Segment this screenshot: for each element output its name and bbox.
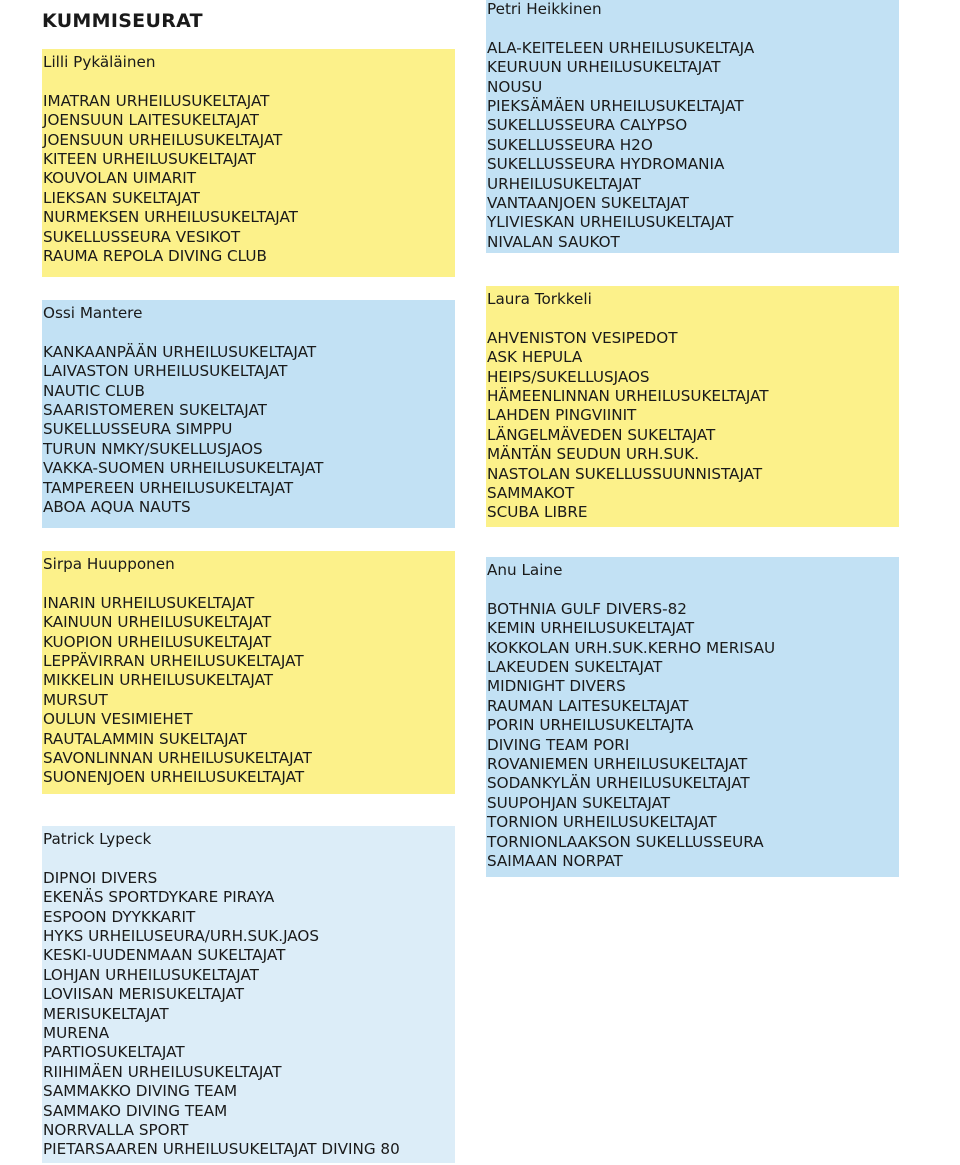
club-item: MÄNTÄN SEUDUN URH.SUK. [487,445,700,464]
group-box [486,286,899,527]
club-item: KEURUUN URHEILUSUKELTAJAT [487,58,721,77]
club-item: SAARISTOMEREN SUKELTAJAT [43,401,267,420]
contact-name: Patrick Lypeck [43,830,152,848]
club-item: JOENSUUN LAITESUKELTAJAT [43,111,259,130]
club-list [43,343,455,518]
club-item: KOUVOLAN UIMARIT [43,169,197,188]
club-item: PARTIOSUKELTAJAT [43,1043,185,1062]
club-item: SAMMAKKO DIVING TEAM [43,1082,238,1101]
club-item: ASK HEPULA [487,348,583,367]
club-item: SAMMAKOT [487,484,575,503]
club-item: PORIN URHEILUSUKELTAJTA [487,716,694,735]
club-item: YLIVIESKAN URHEILUSUKELTAJAT [487,213,734,232]
club-item: HÄMEENLINNAN URHEILUSUKELTAJAT [487,387,769,406]
club-item: LOHJAN URHEILUSUKELTAJAT [43,965,259,984]
group-box [486,557,899,877]
club-item: SODANKYLÄN URHEILUSUKELTAJAT [487,774,750,793]
club-item: KESKI-UUDENMAAN SUKELTAJAT [43,946,286,965]
club-list [43,594,455,788]
club-item: EKENÄS SPORTDYKARE PIRAYA [43,888,275,907]
club-item: NOUSU [487,77,543,96]
contact-name: Ossi Mantere [43,304,143,322]
club-item: LÄNGELMÄVEDEN SUKELTAJAT [487,425,716,444]
club-item: SUKELLUSSEURA HYDROMANIA [487,155,725,174]
page-title: KUMMISEURAT [42,10,203,32]
club-item: PIEKSÄMÄEN URHEILUSUKELTAJAT [487,97,744,116]
club-item: TURUN NMKY/SUKELLUSJAOS [43,439,263,458]
club-item: ALA-KEITELEEN URHEILUSUKELTAJA [487,38,755,57]
club-item: NURMEKSEN URHEILUSUKELTAJAT [43,208,298,227]
club-list [487,329,899,523]
club-list [43,869,455,1160]
club-item: TORNION URHEILUSUKELTAJAT [487,813,717,832]
club-item: NAUTIC CLUB [43,381,145,400]
club-item: BOTHNIA GULF DIVERS-82 [487,599,687,618]
club-item: LAKEUDEN SUKELTAJAT [487,658,663,677]
club-item: SUKELLUSSEURA CALYPSO [487,116,688,135]
club-item: MERISUKELTAJAT [43,1004,169,1023]
club-item: VANTAANJOEN SUKELTAJAT [487,194,689,213]
club-item: MURENA [43,1024,110,1043]
club-item: SUONENJOEN URHEILUSUKELTAJAT [43,768,305,787]
club-item: KANKAANPÄÄN URHEILUSUKELTAJAT [43,342,317,361]
group-box [42,826,455,1163]
club-item: PIETARSAAREN URHEILUSUKELTAJAT DIVING 80 [43,1140,400,1159]
club-item: TAMPEREEN URHEILUSUKELTAJAT [43,478,294,497]
club-item: JOENSUUN URHEILUSUKELTAJAT [43,130,283,149]
club-item: HYKS URHEILUSEURA/URH.SUK.JAOS [43,927,320,946]
club-item: DIPNOI DIVERS [43,868,158,887]
club-item: SAMMAKO DIVING TEAM [43,1101,228,1120]
club-item: NIVALAN SAUKOT [487,232,620,251]
club-item: MIKKELIN URHEILUSUKELTAJAT [43,671,274,690]
club-item: LEPPÄVIRRAN URHEILUSUKELTAJAT [43,652,304,671]
club-item: ESPOON DYYKKARIT [43,907,196,926]
group-box [486,0,899,253]
club-item: DIVING TEAM PORI [487,735,630,754]
club-item: RAUMA REPOLA DIVING CLUB [43,247,267,266]
club-item: KUOPION URHEILUSUKELTAJAT [43,632,272,651]
club-list [487,600,899,872]
club-item: KAINUUN URHEILUSUKELTAJAT [43,613,272,632]
club-item: ABOA AQUA NAUTS [43,498,191,517]
club-item: SUKELLUSSEURA VESIKOT [43,227,241,246]
club-item: SCUBA LIBRE [487,503,588,522]
club-item: LIEKSAN SUKELTAJAT [43,188,200,207]
club-item: SUUPOHJAN SUKELTAJAT [487,793,671,812]
club-item: NASTOLAN SUKELLUSSUUNNISTAJAT [487,464,763,483]
club-item: ROVANIEMEN URHEILUSUKELTAJAT [487,755,748,774]
club-item: KITEEN URHEILUSUKELTAJAT [43,150,256,169]
group-box [42,49,455,277]
club-item: SUKELLUSSEURA H2O [487,135,653,154]
club-item: URHEILUSUKELTAJAT [487,174,641,193]
club-item: AHVENISTON VESIPEDOT [487,328,678,347]
club-item: SAIMAAN NORPAT [487,852,623,871]
club-item: OULUN VESIMIEHET [43,710,193,729]
club-list [43,92,455,267]
club-item: LOVIISAN MERISUKELTAJAT [43,985,245,1004]
club-item: KOKKOLAN URH.SUK.KERHO MERISAU [487,638,776,657]
contact-name: Lilli Pykäläinen [43,53,156,71]
contact-name: Anu Laine [487,561,563,579]
club-item: SUKELLUSSEURA SIMPPU [43,420,233,439]
club-item: RAUTALAMMIN SUKELTAJAT [43,729,247,748]
group-box [42,300,455,528]
contact-name: Petri Heikkinen [487,0,602,18]
club-item: SAVONLINNAN URHEILUSUKELTAJAT [43,749,312,768]
club-item: MURSUT [43,690,108,709]
club-item: LAHDEN PINGVIINIT [487,406,637,425]
club-item: VAKKA-SUOMEN URHEILUSUKELTAJAT [43,459,324,478]
contact-name: Laura Torkkeli [487,290,592,308]
club-item: HEIPS/SUKELLUSJAOS [487,367,650,386]
group-box [42,551,455,794]
club-item: TORNIONLAAKSON SUKELLUSSEURA [487,832,764,851]
club-list [487,39,899,252]
contact-name: Sirpa Huupponen [43,555,175,573]
club-item: LAIVASTON URHEILUSUKELTAJAT [43,362,288,381]
club-item: IMATRAN URHEILUSUKELTAJAT [43,91,270,110]
club-item: INARIN URHEILUSUKELTAJAT [43,593,255,612]
club-item: RAUMAN LAITESUKELTAJAT [487,696,689,715]
club-item: RIIHIMÄEN URHEILUSUKELTAJAT [43,1062,282,1081]
club-item: NORRVALLA SPORT [43,1121,189,1140]
club-item: MIDNIGHT DIVERS [487,677,626,696]
club-item: KEMIN URHEILUSUKELTAJAT [487,619,695,638]
